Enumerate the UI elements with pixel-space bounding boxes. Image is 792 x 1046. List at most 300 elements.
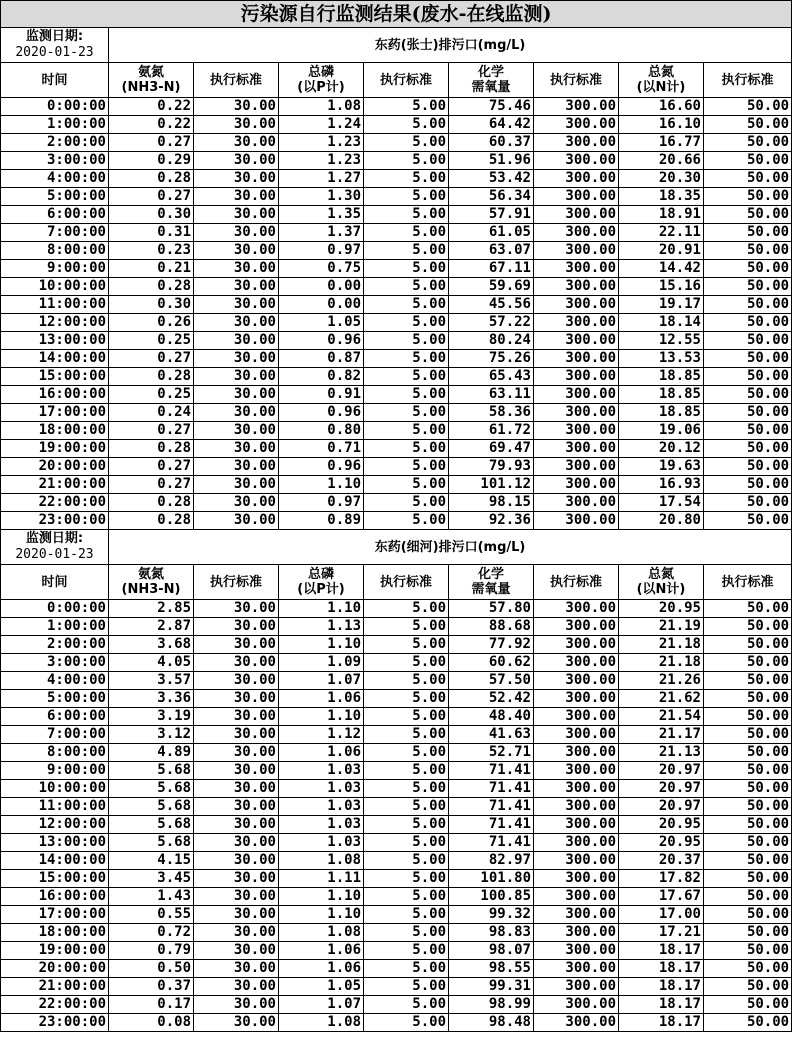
column-header-total-nitrogen bbox=[619, 565, 704, 600]
cell-nitrogen-standard: 50.00 bbox=[704, 368, 792, 386]
cell-nitrogen-standard: 50.00 bbox=[704, 224, 792, 242]
cell-ammonia-standard: 30.00 bbox=[194, 440, 279, 458]
cell-cod: 75.26 bbox=[449, 350, 534, 368]
column-header-text: 总氮 bbox=[647, 65, 674, 80]
cell-ammonia-standard: 30.00 bbox=[194, 314, 279, 332]
cell-ammonia-standard: 30.00 bbox=[194, 1014, 279, 1032]
cell-total-nitrogen: 20.95 bbox=[619, 834, 704, 852]
cell-total-phosphorus: 1.05 bbox=[279, 314, 364, 332]
cell-total-nitrogen: 12.55 bbox=[619, 332, 704, 350]
cell-cod: 79.93 bbox=[449, 458, 534, 476]
cell-ammonia-nitrogen: 0.27 bbox=[109, 422, 194, 440]
cell-ammonia-nitrogen: 5.68 bbox=[109, 816, 194, 834]
table-row bbox=[1, 960, 792, 978]
cell-ammonia-nitrogen: 0.79 bbox=[109, 942, 194, 960]
cell-ammonia-nitrogen: 0.37 bbox=[109, 978, 194, 996]
cell-ammonia-standard: 30.00 bbox=[194, 476, 279, 494]
cell-ammonia-standard: 30.00 bbox=[194, 888, 279, 906]
cell-phosphorus-standard: 5.00 bbox=[364, 260, 449, 278]
cell-cod-standard: 300.00 bbox=[534, 888, 619, 906]
cell-total-phosphorus: 1.06 bbox=[279, 690, 364, 708]
cell-total-phosphorus: 1.13 bbox=[279, 618, 364, 636]
cell-ammonia-nitrogen: 0.28 bbox=[109, 170, 194, 188]
column-header-text: 总氮 bbox=[647, 567, 674, 582]
column-header-time bbox=[1, 565, 109, 600]
cell-ammonia-standard: 30.00 bbox=[194, 98, 279, 116]
cell-nitrogen-standard: 50.00 bbox=[704, 422, 792, 440]
cell-phosphorus-standard: 5.00 bbox=[364, 762, 449, 780]
cell-total-phosphorus: 1.08 bbox=[279, 1014, 364, 1032]
cell-phosphorus-standard: 5.00 bbox=[364, 386, 449, 404]
cell-ammonia-nitrogen: 0.30 bbox=[109, 296, 194, 314]
column-header-text: (以N计) bbox=[636, 582, 686, 597]
cell-ammonia-standard: 30.00 bbox=[194, 422, 279, 440]
table-row bbox=[1, 350, 792, 368]
table-row bbox=[1, 690, 792, 708]
cell-ammonia-standard: 30.00 bbox=[194, 512, 279, 530]
cell-cod: 67.11 bbox=[449, 260, 534, 278]
cell-nitrogen-standard: 50.00 bbox=[704, 350, 792, 368]
cell-nitrogen-standard: 50.00 bbox=[704, 762, 792, 780]
cell-cod-standard: 300.00 bbox=[534, 296, 619, 314]
cell-cod: 98.83 bbox=[449, 924, 534, 942]
cell-ammonia-standard: 30.00 bbox=[194, 242, 279, 260]
cell-nitrogen-standard: 50.00 bbox=[704, 600, 792, 618]
cell-cod-standard: 300.00 bbox=[534, 690, 619, 708]
cell-cod: 52.71 bbox=[449, 744, 534, 762]
cell-cod-standard: 300.00 bbox=[534, 942, 619, 960]
cell-total-nitrogen: 20.97 bbox=[619, 780, 704, 798]
cell-time: 20:00:00 bbox=[1, 458, 109, 476]
monitoring-date-value: 2020-01-23 bbox=[15, 45, 94, 60]
column-header-row bbox=[1, 63, 792, 98]
cell-cod: 98.07 bbox=[449, 942, 534, 960]
cell-cod: 100.85 bbox=[449, 888, 534, 906]
cell-phosphorus-standard: 5.00 bbox=[364, 780, 449, 798]
cell-ammonia-nitrogen: 0.27 bbox=[109, 188, 194, 206]
column-header-text: (以P计) bbox=[297, 582, 345, 597]
cell-ammonia-standard: 30.00 bbox=[194, 924, 279, 942]
cell-nitrogen-standard: 50.00 bbox=[704, 834, 792, 852]
cell-cod-standard: 300.00 bbox=[534, 762, 619, 780]
cell-nitrogen-standard: 50.00 bbox=[704, 906, 792, 924]
cell-ammonia-nitrogen: 2.87 bbox=[109, 618, 194, 636]
cell-phosphorus-standard: 5.00 bbox=[364, 708, 449, 726]
cell-nitrogen-standard: 50.00 bbox=[704, 636, 792, 654]
cell-time: 10:00:00 bbox=[1, 278, 109, 296]
cell-ammonia-nitrogen: 3.57 bbox=[109, 672, 194, 690]
cell-total-phosphorus: 1.03 bbox=[279, 762, 364, 780]
cell-total-nitrogen: 16.10 bbox=[619, 116, 704, 134]
cell-phosphorus-standard: 5.00 bbox=[364, 368, 449, 386]
cell-cod: 45.56 bbox=[449, 296, 534, 314]
table-row bbox=[1, 798, 792, 816]
cell-total-nitrogen: 20.66 bbox=[619, 152, 704, 170]
cell-total-nitrogen: 13.53 bbox=[619, 350, 704, 368]
cell-total-phosphorus: 1.08 bbox=[279, 98, 364, 116]
cell-cod-standard: 300.00 bbox=[534, 672, 619, 690]
cell-nitrogen-standard: 50.00 bbox=[704, 996, 792, 1014]
cell-cod-standard: 300.00 bbox=[534, 260, 619, 278]
report-title: 污染源自行监测结果(废水-在线监测) bbox=[1, 1, 792, 28]
cell-phosphorus-standard: 5.00 bbox=[364, 188, 449, 206]
cell-nitrogen-standard: 50.00 bbox=[704, 888, 792, 906]
column-header-ammonia-standard bbox=[194, 63, 279, 98]
column-header-time bbox=[1, 63, 109, 98]
cell-cod: 52.42 bbox=[449, 690, 534, 708]
cell-nitrogen-standard: 50.00 bbox=[704, 404, 792, 422]
cell-cod-standard: 300.00 bbox=[534, 188, 619, 206]
cell-ammonia-nitrogen: 0.27 bbox=[109, 476, 194, 494]
cell-total-phosphorus: 1.08 bbox=[279, 924, 364, 942]
cell-cod: 57.50 bbox=[449, 672, 534, 690]
cell-time: 17:00:00 bbox=[1, 906, 109, 924]
cell-ammonia-standard: 30.00 bbox=[194, 690, 279, 708]
cell-ammonia-standard: 30.00 bbox=[194, 744, 279, 762]
table-row bbox=[1, 278, 792, 296]
cell-total-phosphorus: 0.96 bbox=[279, 458, 364, 476]
cell-ammonia-nitrogen: 0.28 bbox=[109, 494, 194, 512]
cell-ammonia-standard: 30.00 bbox=[194, 134, 279, 152]
cell-cod-standard: 300.00 bbox=[534, 924, 619, 942]
cell-ammonia-standard: 30.00 bbox=[194, 834, 279, 852]
cell-ammonia-standard: 30.00 bbox=[194, 654, 279, 672]
cell-total-nitrogen: 19.17 bbox=[619, 296, 704, 314]
table-row bbox=[1, 906, 792, 924]
cell-time: 0:00:00 bbox=[1, 600, 109, 618]
cell-total-phosphorus: 1.06 bbox=[279, 942, 364, 960]
column-header-text: 执行标准 bbox=[209, 72, 262, 88]
cell-ammonia-standard: 30.00 bbox=[194, 386, 279, 404]
cell-total-nitrogen: 16.60 bbox=[619, 98, 704, 116]
cell-nitrogen-standard: 50.00 bbox=[704, 924, 792, 942]
cell-phosphorus-standard: 5.00 bbox=[364, 744, 449, 762]
cell-cod-standard: 300.00 bbox=[534, 494, 619, 512]
table-row bbox=[1, 654, 792, 672]
cell-phosphorus-standard: 5.00 bbox=[364, 960, 449, 978]
table-row bbox=[1, 744, 792, 762]
table-row bbox=[1, 942, 792, 960]
cell-ammonia-standard: 30.00 bbox=[194, 726, 279, 744]
cell-ammonia-standard: 30.00 bbox=[194, 600, 279, 618]
cell-total-nitrogen: 16.77 bbox=[619, 134, 704, 152]
table-row bbox=[1, 762, 792, 780]
cell-time: 7:00:00 bbox=[1, 224, 109, 242]
column-header-text: 化学 bbox=[477, 567, 504, 582]
cell-time: 5:00:00 bbox=[1, 690, 109, 708]
cell-nitrogen-standard: 50.00 bbox=[704, 654, 792, 672]
cell-ammonia-standard: 30.00 bbox=[194, 170, 279, 188]
cell-cod-standard: 300.00 bbox=[534, 458, 619, 476]
table-row bbox=[1, 368, 792, 386]
cell-total-phosphorus: 1.03 bbox=[279, 798, 364, 816]
cell-ammonia-nitrogen: 0.29 bbox=[109, 152, 194, 170]
table-row bbox=[1, 134, 792, 152]
cell-ammonia-nitrogen: 0.26 bbox=[109, 314, 194, 332]
cell-nitrogen-standard: 50.00 bbox=[704, 152, 792, 170]
cell-ammonia-nitrogen: 4.05 bbox=[109, 654, 194, 672]
cell-total-nitrogen: 20.97 bbox=[619, 798, 704, 816]
cell-cod-standard: 300.00 bbox=[534, 636, 619, 654]
cell-phosphorus-standard: 5.00 bbox=[364, 1014, 449, 1032]
cell-total-phosphorus: 1.06 bbox=[279, 960, 364, 978]
cell-phosphorus-standard: 5.00 bbox=[364, 834, 449, 852]
cell-cod: 71.41 bbox=[449, 834, 534, 852]
cell-phosphorus-standard: 5.00 bbox=[364, 996, 449, 1014]
cell-time: 23:00:00 bbox=[1, 512, 109, 530]
cell-cod-standard: 300.00 bbox=[534, 996, 619, 1014]
cell-total-nitrogen: 18.35 bbox=[619, 188, 704, 206]
cell-total-nitrogen: 20.12 bbox=[619, 440, 704, 458]
cell-time: 18:00:00 bbox=[1, 924, 109, 942]
cell-cod-standard: 300.00 bbox=[534, 618, 619, 636]
cell-ammonia-standard: 30.00 bbox=[194, 618, 279, 636]
cell-cod-standard: 300.00 bbox=[534, 654, 619, 672]
table-row bbox=[1, 440, 792, 458]
table-row bbox=[1, 242, 792, 260]
cell-total-nitrogen: 18.91 bbox=[619, 206, 704, 224]
cell-cod: 59.69 bbox=[449, 278, 534, 296]
cell-cod: 57.80 bbox=[449, 600, 534, 618]
cell-phosphorus-standard: 5.00 bbox=[364, 170, 449, 188]
cell-ammonia-nitrogen: 5.68 bbox=[109, 834, 194, 852]
table-row bbox=[1, 636, 792, 654]
cell-total-phosphorus: 1.10 bbox=[279, 476, 364, 494]
cell-ammonia-nitrogen: 0.28 bbox=[109, 440, 194, 458]
cell-ammonia-standard: 30.00 bbox=[194, 672, 279, 690]
cell-total-nitrogen: 22.11 bbox=[619, 224, 704, 242]
cell-ammonia-standard: 30.00 bbox=[194, 116, 279, 134]
cell-total-phosphorus: 1.10 bbox=[279, 708, 364, 726]
column-header-ammonia-nitrogen bbox=[109, 63, 194, 98]
cell-total-nitrogen: 20.80 bbox=[619, 512, 704, 530]
cell-nitrogen-standard: 50.00 bbox=[704, 798, 792, 816]
column-header-nitrogen-standard bbox=[704, 63, 792, 98]
cell-nitrogen-standard: 50.00 bbox=[704, 690, 792, 708]
table-row bbox=[1, 224, 792, 242]
cell-cod: 41.63 bbox=[449, 726, 534, 744]
cell-total-phosphorus: 1.07 bbox=[279, 996, 364, 1014]
cell-time: 22:00:00 bbox=[1, 494, 109, 512]
cell-cod: 65.43 bbox=[449, 368, 534, 386]
column-header-text: 执行标准 bbox=[549, 72, 602, 88]
table-row bbox=[1, 870, 792, 888]
monitoring-date bbox=[1, 28, 109, 63]
cell-phosphorus-standard: 5.00 bbox=[364, 206, 449, 224]
cell-time: 14:00:00 bbox=[1, 350, 109, 368]
column-header-text: (以N计) bbox=[636, 80, 686, 95]
cell-ammonia-nitrogen: 5.68 bbox=[109, 762, 194, 780]
cell-total-phosphorus: 0.75 bbox=[279, 260, 364, 278]
table-row bbox=[1, 170, 792, 188]
cell-cod-standard: 300.00 bbox=[534, 978, 619, 996]
cell-total-phosphorus: 1.10 bbox=[279, 636, 364, 654]
cell-time: 9:00:00 bbox=[1, 762, 109, 780]
cell-time: 1:00:00 bbox=[1, 618, 109, 636]
cell-ammonia-nitrogen: 0.28 bbox=[109, 512, 194, 530]
column-header-text: 总磷 bbox=[307, 65, 334, 80]
cell-ammonia-standard: 30.00 bbox=[194, 494, 279, 512]
cell-cod-standard: 300.00 bbox=[534, 206, 619, 224]
table-row bbox=[1, 98, 792, 116]
cell-total-phosphorus: 0.89 bbox=[279, 512, 364, 530]
cell-ammonia-nitrogen: 0.72 bbox=[109, 924, 194, 942]
cell-phosphorus-standard: 5.00 bbox=[364, 888, 449, 906]
cell-total-phosphorus: 1.23 bbox=[279, 134, 364, 152]
cell-total-nitrogen: 20.30 bbox=[619, 170, 704, 188]
table-row bbox=[1, 834, 792, 852]
cell-time: 3:00:00 bbox=[1, 654, 109, 672]
cell-cod: 101.12 bbox=[449, 476, 534, 494]
cell-time: 2:00:00 bbox=[1, 134, 109, 152]
cell-nitrogen-standard: 50.00 bbox=[704, 870, 792, 888]
cell-cod: 57.91 bbox=[449, 206, 534, 224]
cell-ammonia-standard: 30.00 bbox=[194, 780, 279, 798]
cell-phosphorus-standard: 5.00 bbox=[364, 600, 449, 618]
cell-cod-standard: 300.00 bbox=[534, 170, 619, 188]
cell-total-nitrogen: 20.91 bbox=[619, 242, 704, 260]
cell-phosphorus-standard: 5.00 bbox=[364, 924, 449, 942]
cell-time: 5:00:00 bbox=[1, 188, 109, 206]
cell-total-nitrogen: 18.85 bbox=[619, 368, 704, 386]
cell-phosphorus-standard: 5.00 bbox=[364, 852, 449, 870]
cell-ammonia-standard: 30.00 bbox=[194, 978, 279, 996]
cell-total-nitrogen: 18.85 bbox=[619, 386, 704, 404]
cell-ammonia-nitrogen: 0.23 bbox=[109, 242, 194, 260]
cell-time: 17:00:00 bbox=[1, 404, 109, 422]
column-header-text: (以P计) bbox=[297, 80, 345, 95]
column-header-total-phosphorus bbox=[279, 565, 364, 600]
cell-phosphorus-standard: 5.00 bbox=[364, 942, 449, 960]
table-row bbox=[1, 726, 792, 744]
outfall-station-name: 东药(细河)排污口(mg/L) bbox=[109, 530, 792, 565]
cell-cod: 71.41 bbox=[449, 780, 534, 798]
cell-cod: 99.32 bbox=[449, 906, 534, 924]
cell-cod-standard: 300.00 bbox=[534, 780, 619, 798]
monitoring-date-value: 2020-01-23 bbox=[15, 547, 94, 562]
cell-cod-standard: 300.00 bbox=[534, 134, 619, 152]
cell-cod-standard: 300.00 bbox=[534, 98, 619, 116]
cell-total-nitrogen: 18.17 bbox=[619, 1014, 704, 1032]
cell-nitrogen-standard: 50.00 bbox=[704, 314, 792, 332]
cell-cod-standard: 300.00 bbox=[534, 906, 619, 924]
cell-total-nitrogen: 17.67 bbox=[619, 888, 704, 906]
cell-phosphorus-standard: 5.00 bbox=[364, 440, 449, 458]
cell-total-phosphorus: 0.00 bbox=[279, 296, 364, 314]
table-row bbox=[1, 512, 792, 530]
cell-ammonia-standard: 30.00 bbox=[194, 960, 279, 978]
cell-ammonia-nitrogen: 2.85 bbox=[109, 600, 194, 618]
cell-phosphorus-standard: 5.00 bbox=[364, 224, 449, 242]
cell-cod: 98.99 bbox=[449, 996, 534, 1014]
cell-ammonia-standard: 30.00 bbox=[194, 708, 279, 726]
cell-nitrogen-standard: 50.00 bbox=[704, 816, 792, 834]
cell-cod: 77.92 bbox=[449, 636, 534, 654]
cell-cod-standard: 300.00 bbox=[534, 708, 619, 726]
table-row bbox=[1, 422, 792, 440]
column-header-text: 总磷 bbox=[307, 567, 334, 582]
table-row bbox=[1, 404, 792, 422]
cell-ammonia-standard: 30.00 bbox=[194, 996, 279, 1014]
table-row bbox=[1, 708, 792, 726]
cell-ammonia-nitrogen: 4.15 bbox=[109, 852, 194, 870]
cell-ammonia-standard: 30.00 bbox=[194, 636, 279, 654]
cell-ammonia-nitrogen: 0.22 bbox=[109, 98, 194, 116]
cell-nitrogen-standard: 50.00 bbox=[704, 386, 792, 404]
cell-phosphorus-standard: 5.00 bbox=[364, 278, 449, 296]
cell-ammonia-nitrogen: 3.19 bbox=[109, 708, 194, 726]
column-header-nitrogen-standard bbox=[704, 565, 792, 600]
cell-cod-standard: 300.00 bbox=[534, 1014, 619, 1032]
cell-phosphorus-standard: 5.00 bbox=[364, 134, 449, 152]
cell-cod: 61.72 bbox=[449, 422, 534, 440]
cell-phosphorus-standard: 5.00 bbox=[364, 816, 449, 834]
cell-total-phosphorus: 1.06 bbox=[279, 744, 364, 762]
table-row bbox=[1, 386, 792, 404]
cell-cod: 61.05 bbox=[449, 224, 534, 242]
cell-total-phosphorus: 1.03 bbox=[279, 834, 364, 852]
cell-phosphorus-standard: 5.00 bbox=[364, 870, 449, 888]
cell-phosphorus-standard: 5.00 bbox=[364, 116, 449, 134]
cell-ammonia-nitrogen: 3.45 bbox=[109, 870, 194, 888]
cell-cod-standard: 300.00 bbox=[534, 798, 619, 816]
cell-cod-standard: 300.00 bbox=[534, 152, 619, 170]
table-row bbox=[1, 924, 792, 942]
cell-ammonia-standard: 30.00 bbox=[194, 152, 279, 170]
cell-total-phosphorus: 1.30 bbox=[279, 188, 364, 206]
cell-cod: 71.41 bbox=[449, 762, 534, 780]
table-row bbox=[1, 458, 792, 476]
cell-nitrogen-standard: 50.00 bbox=[704, 134, 792, 152]
cell-time: 1:00:00 bbox=[1, 116, 109, 134]
cell-time: 7:00:00 bbox=[1, 726, 109, 744]
cell-time: 8:00:00 bbox=[1, 242, 109, 260]
cell-time: 19:00:00 bbox=[1, 942, 109, 960]
cell-cod: 88.68 bbox=[449, 618, 534, 636]
cell-ammonia-nitrogen: 5.68 bbox=[109, 798, 194, 816]
cell-time: 8:00:00 bbox=[1, 744, 109, 762]
cell-cod-standard: 300.00 bbox=[534, 386, 619, 404]
cell-cod: 71.41 bbox=[449, 798, 534, 816]
cell-time: 21:00:00 bbox=[1, 476, 109, 494]
cell-cod-standard: 300.00 bbox=[534, 870, 619, 888]
cell-phosphorus-standard: 5.00 bbox=[364, 296, 449, 314]
cell-cod-standard: 300.00 bbox=[534, 744, 619, 762]
cell-total-phosphorus: 1.24 bbox=[279, 116, 364, 134]
cell-total-nitrogen: 21.13 bbox=[619, 744, 704, 762]
cell-ammonia-standard: 30.00 bbox=[194, 458, 279, 476]
cell-cod-standard: 300.00 bbox=[534, 852, 619, 870]
cell-total-nitrogen: 18.17 bbox=[619, 978, 704, 996]
cell-total-nitrogen: 21.54 bbox=[619, 708, 704, 726]
cell-total-phosphorus: 1.08 bbox=[279, 852, 364, 870]
cell-total-nitrogen: 21.17 bbox=[619, 726, 704, 744]
cell-nitrogen-standard: 50.00 bbox=[704, 260, 792, 278]
column-header-text: 时间 bbox=[41, 72, 68, 88]
cell-phosphorus-standard: 5.00 bbox=[364, 152, 449, 170]
cell-nitrogen-standard: 50.00 bbox=[704, 618, 792, 636]
cell-total-nitrogen: 18.17 bbox=[619, 960, 704, 978]
cell-phosphorus-standard: 5.00 bbox=[364, 404, 449, 422]
cell-cod-standard: 300.00 bbox=[534, 404, 619, 422]
cell-nitrogen-standard: 50.00 bbox=[704, 476, 792, 494]
cell-total-nitrogen: 17.00 bbox=[619, 906, 704, 924]
cell-time: 12:00:00 bbox=[1, 314, 109, 332]
column-header-text: 氨氮 bbox=[137, 65, 164, 80]
column-header-text: 执行标准 bbox=[209, 574, 262, 590]
cell-ammonia-standard: 30.00 bbox=[194, 906, 279, 924]
cell-time: 13:00:00 bbox=[1, 834, 109, 852]
